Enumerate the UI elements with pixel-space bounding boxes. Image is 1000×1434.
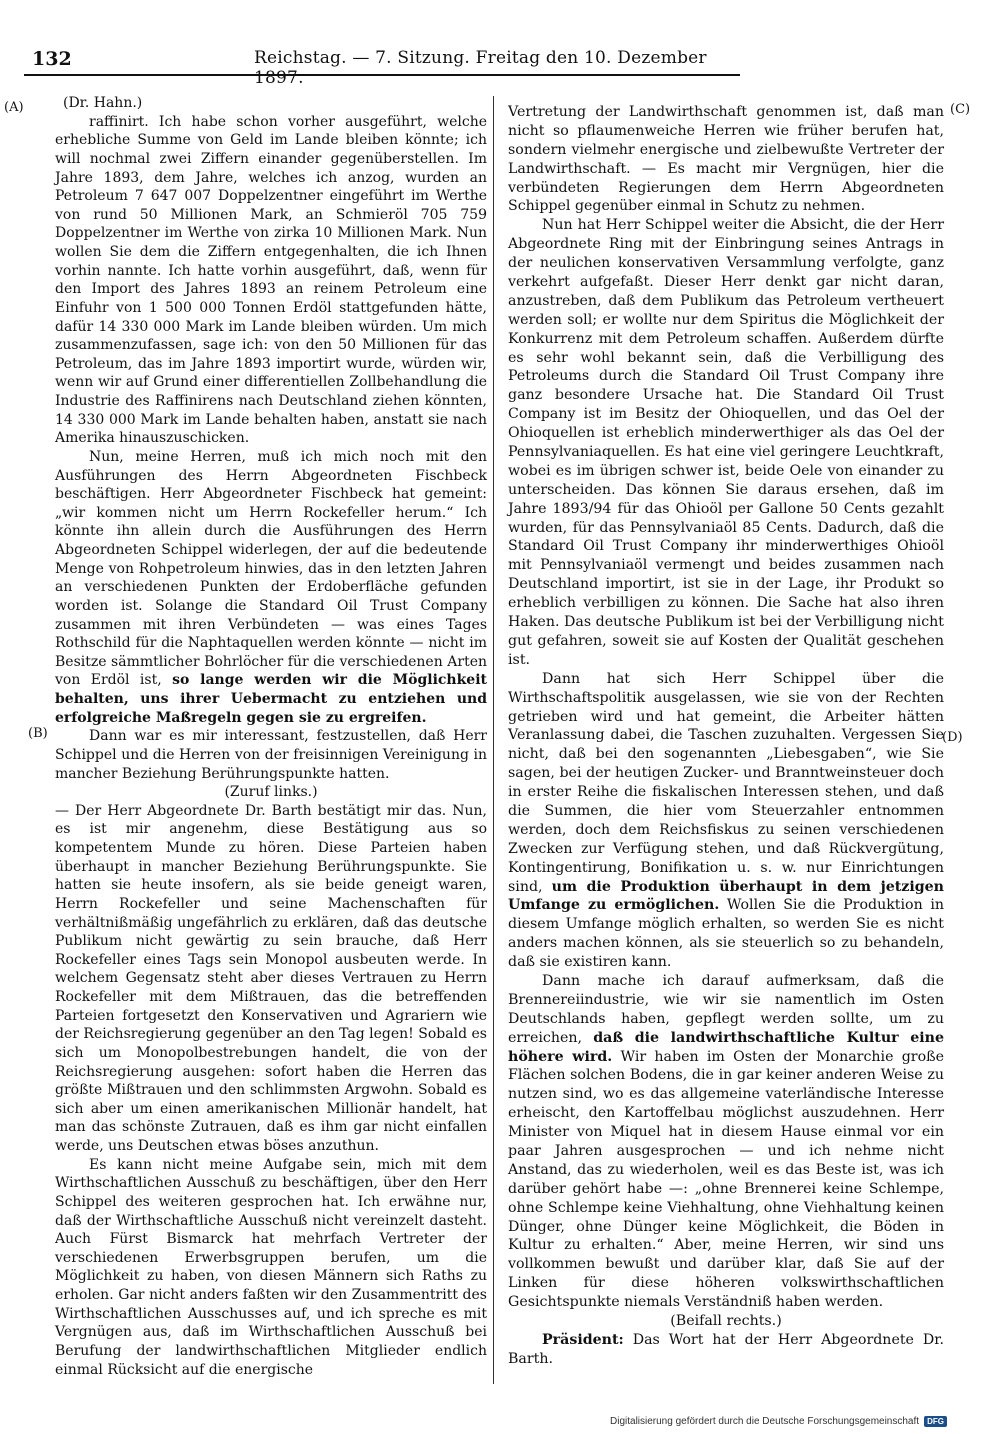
footer-credit <box>610 1416 947 1427</box>
paragraph-text: Dann mache ich darauf aufmerksam, daß die Brennereiindustrie, wie wir sie namentlich im Osten Deutschlands haben, gepflegt werden sollte, um zu erreichen, <box>508 972 944 1046</box>
right-paragraph <box>508 1312 944 1331</box>
column-divider <box>493 96 494 1384</box>
footer-text: Digitalisierung gefördert durch die Deutsche Forschungsgemeinschaft <box>610 1416 920 1427</box>
paragraph-text: Nun, meine Herren, muß ich mich noch mit den Ausführungen des Herrn Abgeordneten Fischbeck beschäftigen. Herr Abgeordneter Fischbeck hat gemeint: „wir kommen nicht um Herrn Rockefeller herum.“ Ich könnte ihn allein durch die Ausführungen des Herrn Abgeordneten Schippel widerlegen, der auf die bedeutende Menge von Rohpetroleum hinwies, das in den letzten Jahren an verschiedenen Punkten der Erdoberfläche gefunden worden ist. Solange die Standard Oil Trust Company zusammen mit ihren Verbündeten — was eines Tages Rothschild für die Naphtaquellen werden könnte — nicht im Besitze sämmtlicher Bohrlöcher für die verschiedenen Arten von Erdöl ist, <box>55 448 487 689</box>
right-paragraph <box>508 216 944 669</box>
left-paragraph <box>55 727 487 783</box>
right-paragraphs <box>508 103 944 1369</box>
left-paragraph <box>55 783 487 802</box>
left-paragraphs <box>55 113 487 1380</box>
page-header <box>24 44 740 88</box>
emphasized-text: daß die landwirthschaftliche Kultur eine höhere wird. <box>508 1029 945 1065</box>
speaker-label: (Dr. Hahn.) <box>63 95 143 111</box>
paragraph-text: Dann war es mir interessant, festzustellen, daß Herr Schippel und die Herren von der freisinnigen Vereinigung in mancher Beziehung Berührungspunkte hatten. <box>55 728 487 782</box>
paragraph-text: raffinirt. Ich habe schon vorher ausgeführt, welche erhebliche Summe von Geld im Lande bleiben könnte; ich will nochmal zwei Ziffern einander gegenüberstellen. Im Jahre 1893, dem Jahre, welches ich anzog, wurden an Petroleum 7 647 007 Doppelzentner eingeführt im Werthe von rund 50 Millionen Mark, an Schmieröl 705 759 Doppelzentner im Werthe von zirka 10 Millionen Mark. Nun wollen Sie dem die Ziffern entgegenhalten, die ich Ihnen vorhin nannte. Ich hatte vorhin ausgeführt, daß, wenn für den Import des Jahres 1893 an reinem Petroleum eine Einfuhr von 1 500 000 Tonnen Erdöl stattgefunden hätte, dafür 14 330 000 Mark im Lande bleiben würden. Um mich zusammenzufassen, sage ich: von den 50 Millionen für das Petroleum, das im Jahre 1893 importirt wurde, würden wir, wenn wir auf Grund einer differentiellen Zollbehandlung die Industrie des Raffinirens nach Deutschland ziehen könnten, 14 330 000 Mark im Lande behalten haben, anstatt sie nach Amerika hinauszuschicken. <box>55 113 487 447</box>
paragraph-text-continued: Wollen Sie die Produktion in diesem Umfange möglich erhalten, so werden Sie es nicht anders machen können, als sie steuerlich so zu behandeln, daß sie existiren kann. <box>508 897 944 971</box>
margin-mark-c: (C) <box>950 102 971 117</box>
margin-mark-d: (D) <box>942 730 963 745</box>
paragraph-text: — Der Herr Abgeordnete Dr. Barth bestätigt mir das. Nun, es ist mir angenehm, diese Bestätigung aus so kompetentem Munde zu hören. Diese Parteien haben überhaupt in mancher Beziehung Berührungspunkte. Sie hatten sie heute insofern, als sie beide geneigt waren, Herrn Rockefeller und seine Machenschaften für verhältnißmäßig ungefährlich zu erklären, daß das deutsche Publikum nicht gewärtig zu sein brauche, daß Herr Rockefeller eines Tags sein Monopol ausbeuten werde. In welchem Gegensatz steht aber dieses Vertrauen zu Herrn Rockefeller mit dem Mißtrauen, das die betreffenden Parteien fortgesetzt den Konservativen und Agrariern wie der Reichsregierung gegenüber an den Tag legen! Sobald es sich um Monopolbestrebungen handelt, die von der Reichsregierung ausgehen: sofort haben die Herren das größte Mißtrauen und den schlimmsten Argwohn. Sobald es sich aber um einen amerikanischen Millionär handelt, hat man das schönste Zutrauen, daß es ihm gar nicht einfallen werde, uns Deutschen etwas böses anzuthun. <box>55 802 487 1154</box>
paragraph-text: Vertretung der Landwirthschaft genommen ist, daß man nicht so pflaumenweiche Herren wie früher berufen hat, sondern vielmehr energische und zielbewußte Vertreter der Landwirthschaft. — Es macht mir Vergnügen, hier die verbündeten Regierungen dem Herrn Abgeordneten Schippel gegenüber einmal in Schutz zu nehmen. <box>508 104 944 215</box>
left-paragraph <box>55 802 487 1156</box>
paragraph-text: Nun hat Herr Schippel weiter die Absicht, die der Herr Abgeordnete Ring mit der Einbringung seines Antrags in der neulichen konservativen Versammlung verfolgte, ganz verkehrt aufgefaßt. Dieser Herr denkt gar nicht daran, anzustreben, daß dem Publikum das Petroleum vertheuert werden soll; er wollte nur dem Spiritus die Möglichkeit der Konkurrenz mit dem Petroleum schaffen. Außerdem dürfte es sehr wohl bekannt sein, daß die Verbilligung des Petroleums durch die Standard Oil Trust Company ihre ganz besondere Ursache hat. Die Standard Oil Trust Company ist im Besitz der Ohioquellen, und das Oel der Ohioquellen ist erheblich minderwerthiger als das Oel der Pennsylvaniaquellen. Es hat eine viel geringere Leuchtkraft, wobei es im übrigen schwer ist, beide Oele von einander zu unterscheiden. Das können Sie daraus ersehen, daß im Jahre 1893/94 für das Ohioöl per Gallone 50 Cents gezahlt wurden, für das Pennsylvaniaöl 85 Cents. Dadurch, daß die Standard Oil Trust Company ihr minderwerthiges Ohioöl mit Pennsylvaniaöl vermengt und beides zusammen nach Deutschland importirt, ist sie in der Lage, ihr Produkt so erheblich verbilligen zu können. Die Sache hat also ihren Haken. Das deutsche Publikum ist bei der Verbilligung nicht gut gefahren, soweit sie auf Kosten der Qualität geschehen ist. <box>508 217 944 668</box>
left-paragraph <box>55 1156 487 1380</box>
paragraph-text: Dann hat sich Herr Schippel über die Wirthschaftspolitik ausgelassen, wie sie von der Rechten getrieben wird und hat gemeint, die Arbeiter hätten Veranlassung dabei, die Taschen zuzuhalten. Vergessen Sie nicht, daß bei den sogenannten „Liebesgaben“, wie Sie sagen, bei der heutigen Zucker- und Branntweinsteuer doch in erster Reihe die fiskalischen Interessen stehen, und daß die Summen, die hier vom Steuerzahler entnommen werden, doch dem Reichsfiskus zu seinen verschiedenen Zwecken zur Verfügung stehen, und daß Rückvergütung, Kontingentirung, Bonifikation u. s. w. nur Einrichtungen sind, <box>508 670 944 895</box>
right-paragraph <box>508 670 944 972</box>
right-paragraph <box>508 1331 944 1369</box>
paragraph-text: (Beifall rechts.) <box>670 1313 782 1329</box>
dfg-logo: DFG <box>924 1416 947 1427</box>
right-column <box>508 103 944 1369</box>
left-column <box>55 94 487 1379</box>
page-number: 132 <box>32 48 72 70</box>
paragraph-text-continued: Das Wort hat der Herr Abgeordnete Dr. Barth. <box>508 1331 944 1367</box>
paragraph-text: Es kann nicht meine Aufgabe sein, mich mit dem Wirthschaftlichen Ausschuß zu beschäftigen, über den Herr Schippel des weiteren gesprochen hat. Ich erwähne nur, daß der Wirthschaftliche Ausschuß nicht vereinzelt dasteht. Auch Fürst Bismarck hat mehrfach Vertreter der verschiedenen Erwerbsgruppen berufen, um die Möglichkeit zu haben, von diesen Männern sich Raths zu erholen. Gar nicht anders faßten wir den Zusammentritt des Wirthschaftlichen Ausschusses auf, und ich spreche es mit Vergnügen aus, daß im Wirthschaftlichen Ausschuß bei Berufung der landwirthschaftlichen Mitglieder endlich einmal Rücksicht auf die energische <box>55 1156 487 1378</box>
emphasized-text: Präsident: <box>542 1331 624 1348</box>
running-title: Reichstag. — 7. Sitzung. Freitag den 10. Dezember 1897. <box>254 48 707 88</box>
left-paragraph <box>55 448 487 727</box>
right-paragraph <box>508 103 944 216</box>
left-paragraph <box>55 113 487 448</box>
margin-mark-b: (B) <box>28 726 48 741</box>
paragraph-text: (Zuruf links.) <box>224 784 318 801</box>
paragraph-text-continued: Wir haben im Osten der Monarchie große Flächen solchen Bodens, die in gar keiner anderen Weise zu nutzen sind, wo es das allgemeine vaterländische Interesse erheischt, den Kartoffelbau möglichst auszudehnen. Herr Minister von Miquel hat in diesem Hause einmal vor ein paar Jahren ausgesprochen — und ich nehme nicht Anstand, das zu wiederholen, weil es das Beste ist, was ich darüber gehört habe —: „ohne Brennerei keine Schlempe, ohne Schlempe keine Viehhaltung, ohne Viehhaltung keinen Dünger, ohne Dünger keine Möglichkeit, die Böden in Kultur zu erhalten.“ Aber, meine Herren, wir sind uns vollkommen bewußt und darüber klar, daß Sie auf der Linken für diese höheren volkswirthschaftlichen Gesichtspunkte niemals Verständniß haben werden. <box>508 1048 945 1311</box>
right-paragraph <box>508 972 944 1312</box>
emphasized-text: so lange werden wir die Möglichkeit behalten, uns ihrer Uebermacht zu entziehen und erfolgreiche Maßregeln gegen sie zu ergreifen. <box>55 672 487 726</box>
emphasized-text: um die Produktion überhaupt in dem jetzigen Umfange zu ermöglichen. <box>508 878 945 914</box>
margin-mark-a: (A) <box>4 100 24 115</box>
